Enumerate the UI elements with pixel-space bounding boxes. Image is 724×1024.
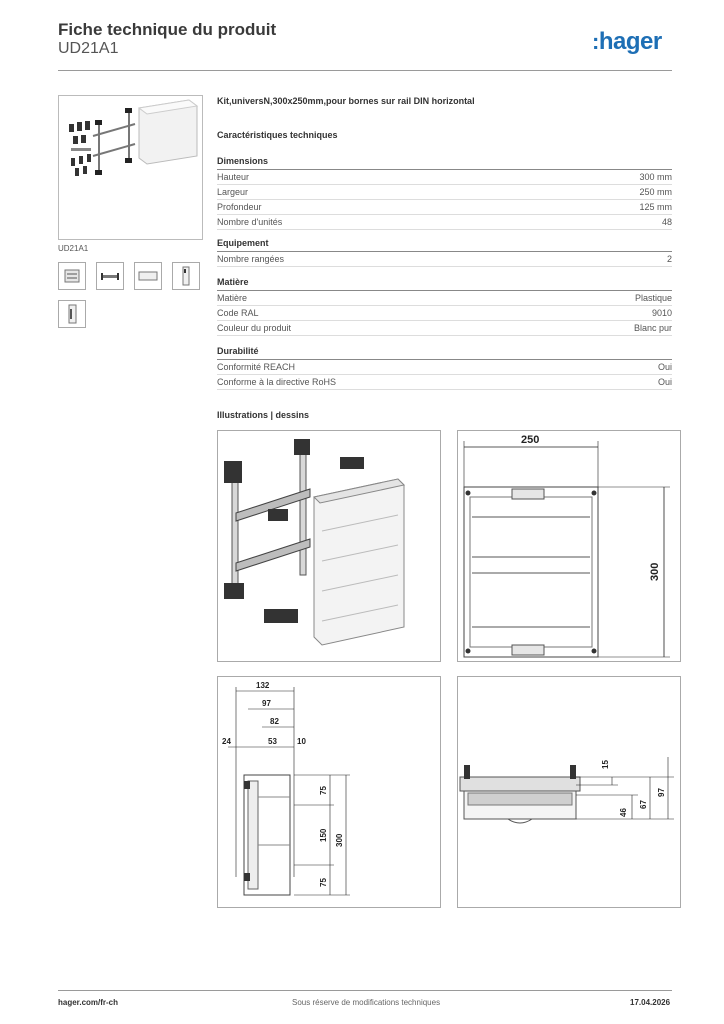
spec-section-durabilite [217, 345, 672, 390]
section-title: Dimensions [217, 155, 672, 170]
spec-value: 2 [666, 254, 672, 264]
dim-300: 300 [335, 833, 344, 847]
product-kit-illustration [59, 96, 202, 239]
thumbnail-5[interactable] [58, 300, 86, 328]
dim-10: 10 [297, 737, 306, 746]
front-view-drawing [458, 431, 680, 661]
footer-divider [58, 990, 672, 991]
dim-46: 46 [619, 808, 628, 817]
spec-label: Conformité REACH [217, 362, 296, 372]
spec-row [217, 306, 672, 321]
spec-label: Hauteur [217, 172, 250, 182]
spec-label: Code RAL [217, 308, 259, 318]
section-title: Durabilité [217, 345, 672, 360]
product-description: Kit,universN,300x250mm,pour bornes sur rail DIN horizontal [217, 96, 475, 106]
drawing-front-view[interactable] [457, 430, 681, 662]
side-view-drawing [218, 677, 440, 907]
spec-value: 300 mm [639, 172, 672, 182]
dim-24: 24 [222, 737, 231, 746]
drawing-exploded-view[interactable] [217, 430, 441, 662]
dim-height: 300 [649, 562, 661, 581]
top-view-drawing [458, 677, 680, 907]
spec-label: Profondeur [217, 202, 262, 212]
dim-97: 97 [262, 699, 271, 708]
dim-132: 132 [256, 681, 270, 690]
spec-value: Oui [657, 362, 672, 372]
dim-75-bottom: 75 [319, 878, 328, 887]
exploded-kit-drawing [218, 431, 440, 661]
section-title: Equipement [217, 237, 672, 252]
spec-row [217, 252, 672, 267]
thumbnail-kit-icon [59, 263, 85, 289]
spec-label: Nombre d'unités [217, 217, 283, 227]
logo-colon: : [592, 29, 599, 54]
page-title: Fiche technique du produit [58, 20, 277, 39]
dim-67: 67 [639, 800, 648, 809]
spec-value: Plastique [634, 293, 672, 303]
spec-section-dimensions [217, 155, 672, 230]
spec-row [217, 321, 672, 336]
footer-disclaimer: Sous réserve de modifications techniques [292, 998, 441, 1007]
thumbnail-profile-icon [59, 301, 85, 327]
dim-width: 250 [521, 434, 540, 446]
spec-row [217, 170, 672, 185]
spec-value: 125 mm [639, 202, 672, 212]
illustrations-heading: Illustrations | dessins [217, 410, 310, 420]
product-reference: UD21A1 [58, 40, 119, 57]
spec-row [217, 375, 672, 390]
thumbnail-3[interactable] [134, 262, 162, 290]
thumbnail-4[interactable] [172, 262, 200, 290]
logo-text: hager [598, 28, 662, 55]
dim-97: 97 [657, 788, 666, 797]
spec-section-matiere [217, 276, 672, 336]
spec-row [217, 215, 672, 230]
thumbnail-2[interactable] [96, 262, 124, 290]
thumbnail-side-icon [173, 263, 199, 289]
spec-label: Largeur [217, 187, 249, 197]
thumbnail-rail-icon [97, 263, 123, 289]
spec-label: Couleur du produit [217, 323, 292, 333]
image-caption: UD21A1 [58, 244, 89, 253]
spec-row [217, 200, 672, 215]
product-main-image[interactable] [58, 95, 203, 240]
dim-150: 150 [319, 828, 328, 842]
drawing-top-view[interactable] [457, 676, 681, 908]
dim-15: 15 [601, 760, 610, 769]
header-divider [58, 70, 672, 71]
tech-specs-heading: Caractéristiques techniques [217, 130, 338, 140]
thumbnail-1[interactable] [58, 262, 86, 290]
spec-value: 9010 [651, 308, 672, 318]
thumbnail-cover-icon [135, 263, 161, 289]
spec-row [217, 291, 672, 306]
spec-row [217, 185, 672, 200]
dim-75-top: 75 [319, 786, 328, 795]
dim-53: 53 [268, 737, 277, 746]
section-title: Matière [217, 276, 672, 291]
spec-value: Oui [657, 377, 672, 387]
spec-section-equipement [217, 237, 672, 267]
drawing-side-view[interactable] [217, 676, 441, 908]
spec-value: Blanc pur [633, 323, 672, 333]
dim-82: 82 [270, 717, 279, 726]
spec-label: Nombre rangées [217, 254, 285, 264]
spec-value: 48 [661, 217, 672, 227]
spec-label: Conforme à la directive RoHS [217, 377, 337, 387]
spec-value: 250 mm [639, 187, 672, 197]
footer-date: 17.04.2026 [630, 998, 671, 1007]
hager-logo[interactable] [592, 28, 662, 56]
footer-website[interactable]: hager.com/fr-ch [58, 998, 119, 1007]
spec-row [217, 360, 672, 375]
spec-label: Matière [217, 293, 248, 303]
